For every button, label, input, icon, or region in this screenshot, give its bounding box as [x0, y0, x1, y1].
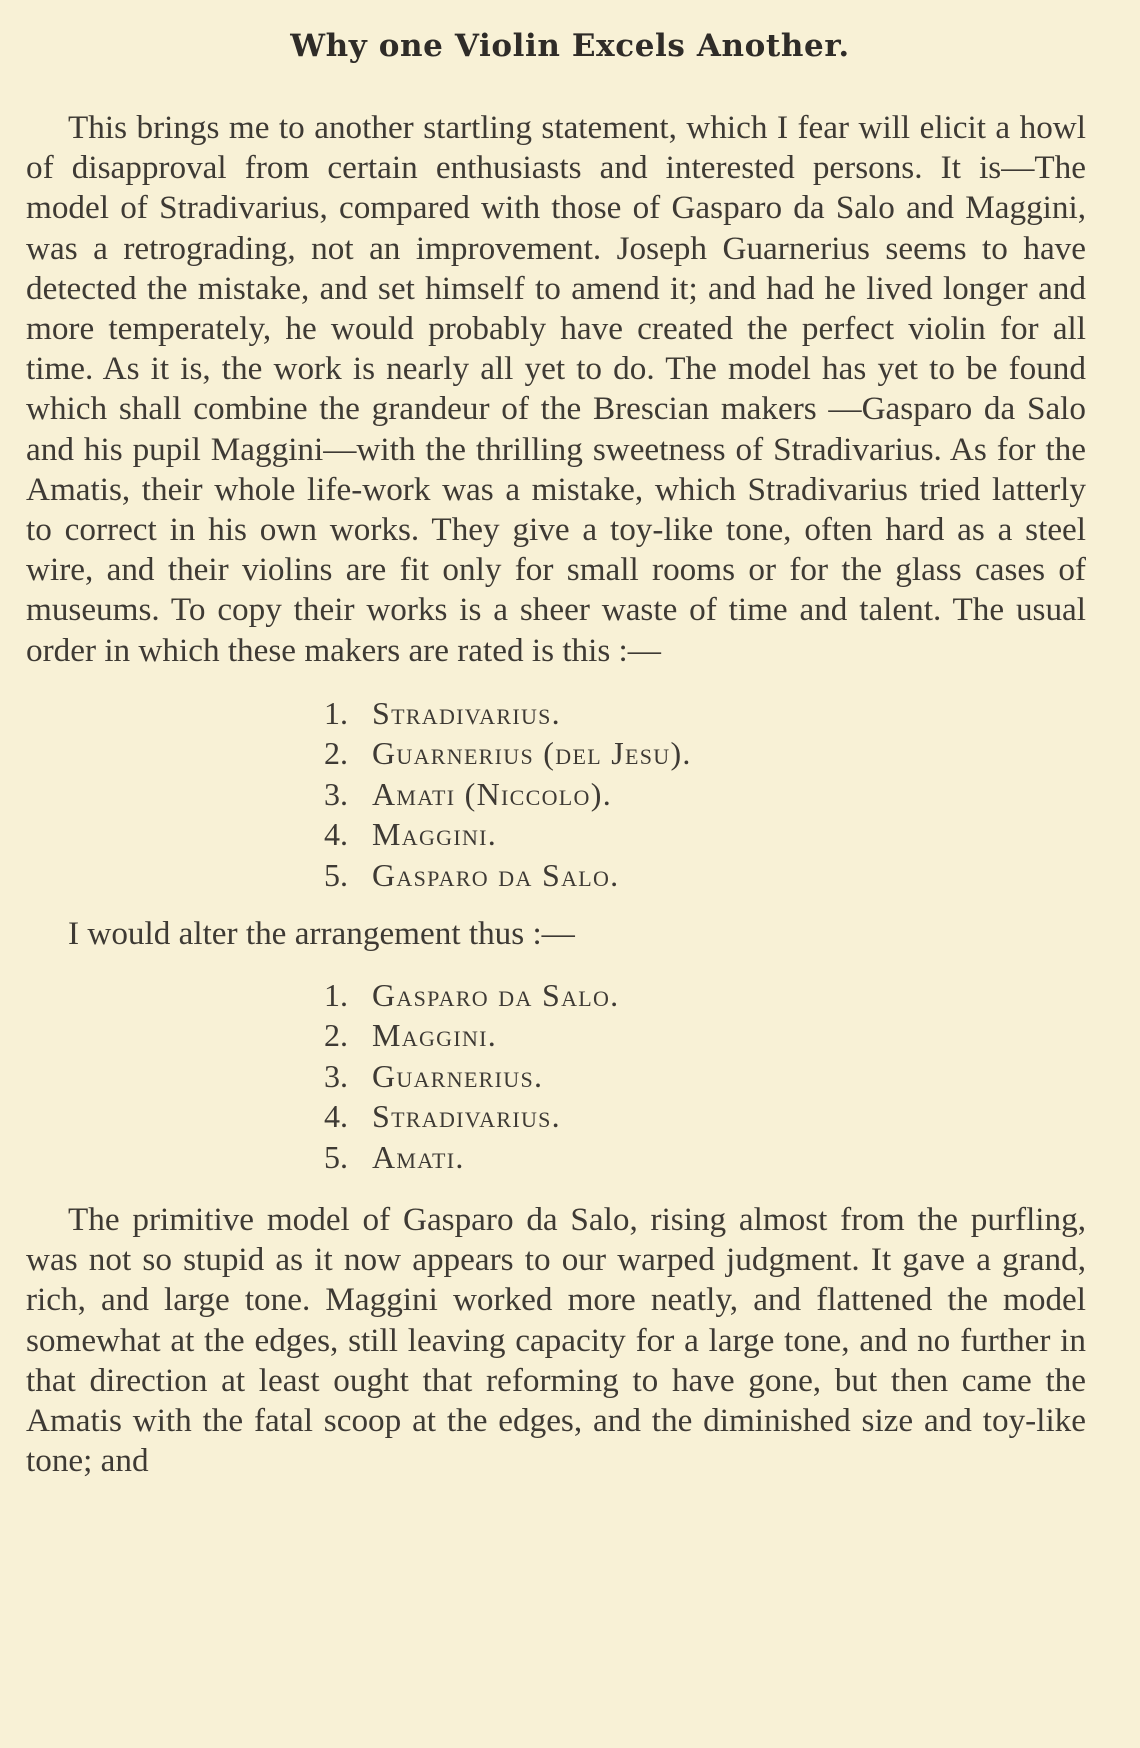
usual-order-list [26, 693, 1086, 896]
list-item-number: 2. [324, 1017, 348, 1054]
list-item-name: Stradivarius. [372, 694, 561, 731]
list-item [324, 774, 1086, 815]
list-item-number: 3. [324, 1057, 348, 1094]
list-item [324, 1137, 1086, 1178]
list-item-name: Maggini. [372, 816, 498, 853]
list-item-number: 4. [324, 1098, 348, 1135]
list-item-name: Amati. [372, 1138, 465, 1175]
list-item [324, 975, 1086, 1016]
page-title: Why one Violin Excels Another. [290, 28, 850, 64]
list-item [324, 1096, 1086, 1137]
list-item-number: 5. [324, 1138, 348, 1175]
list-item [324, 814, 1086, 855]
list-item-name: Gasparo da Salo. [372, 976, 620, 1013]
list-item-name: Maggini. [372, 1017, 498, 1054]
list-item-number: 3. [324, 775, 348, 812]
list-item-name: Stradivarius. [372, 1098, 561, 1135]
list-item-number: 2. [324, 735, 348, 772]
list-item [324, 1056, 1086, 1097]
list-item-name: Gasparo da Salo. [372, 856, 620, 893]
list-item-number: 1. [324, 694, 348, 731]
list-item-name: Guarnerius. [372, 1057, 544, 1094]
list-item [324, 855, 1086, 896]
paragraph-primitive-model: The primitive model of Gasparo da Salo, rising almost from the purfling, was not so stupid as it now appears to our warped judgment. It gave a grand, rich, and large tone. Maggini worked more neatly, and flattened the model somewhat at the edges, still leaving capacity for a large tone, and no further in that direction at least ought that reforming to have gone, but then came the Amatis with the fatal scoop at the edges, and the diminished size and toy-like tone; and [26, 1201, 1086, 1480]
list-item [324, 693, 1086, 734]
list-item-number: 4. [324, 816, 348, 853]
list-item-name: Guarnerius (del Jesu). [372, 735, 692, 772]
paragraph-stradivarius-model: This brings me to another startling statement, which I fear will elicit a howl of disapproval from certain enthusiasts and interested persons. It is—The model of Stradivarius, compared with those of Gasparo da Salo and Maggini, was a retrograding, not an improvement. Joseph Guarnerius seems to have detected the mistake, and set himself to amend it; and had he lived longer and more temperately, he would probably have created the perfect violin for all time. As it is, the work is nearly all yet to do. The model has yet to be found which shall combine the grandeur of the Brescian makers —Gasparo da Salo and his pupil Maggini—with the thrilling sweetness of Stradivarius. As for the Amatis, their whole life-work was a mistake, which Stradivarius tried latterly to correct in his own works. They give a toy-like tone, often hard as a steel wire, and their violins are fit only for small rooms or for the glass cases of museums. To copy their works is a sheer waste of time and talent. The usual order in which these makers are rated is this :— [26, 109, 1086, 669]
list-item-number: 1. [324, 976, 348, 1013]
list-item [324, 733, 1086, 774]
proposed-order-list [26, 975, 1086, 1178]
list-item-name: Amati (Niccolo). [372, 775, 612, 812]
list-item-number: 5. [324, 856, 348, 893]
list-item [324, 1015, 1086, 1056]
alter-arrangement-line: I would alter the arrangement thus :— [68, 915, 575, 953]
